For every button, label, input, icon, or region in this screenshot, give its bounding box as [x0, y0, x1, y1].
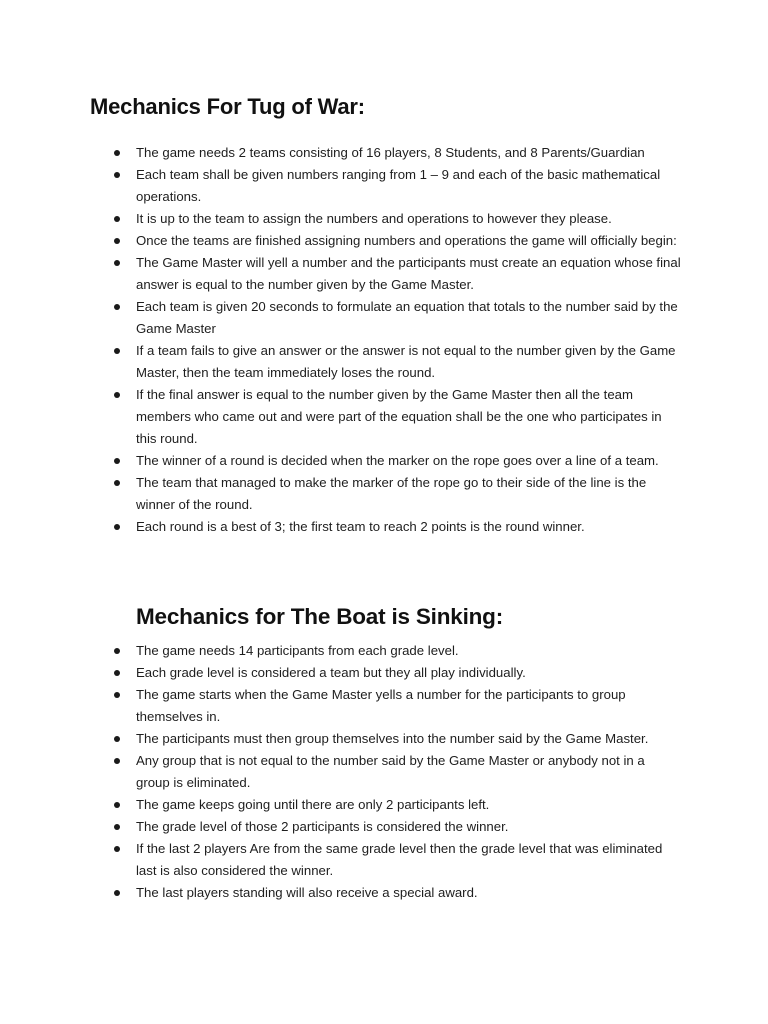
list-item-text: Each team is given 20 seconds to formulate an equation that totals to the number said by the Game Master — [136, 299, 678, 336]
bullet-icon — [114, 802, 120, 808]
list-item-text: It is up to the team to assign the numbers and operations to however they please. — [136, 211, 612, 226]
list-item-text: The game needs 14 participants from each grade level. — [136, 643, 459, 658]
list-item-text: Once the teams are finished assigning numbers and operations the game will officially begin: — [136, 233, 677, 248]
list-item — [112, 164, 682, 208]
list-item-text: Each team shall be given numbers ranging from 1 – 9 and each of the basic mathematical operations. — [136, 167, 661, 204]
list-item-text: If a team fails to give an answer or the answer is not equal to the number given by the Game Master, then the team immediately loses the round. — [136, 343, 676, 380]
list-item-text: Each grade level is considered a team but they all play individually. — [136, 665, 526, 680]
section-title-boat-is-sinking: Mechanics for The Boat is Sinking: — [136, 604, 504, 629]
bullet-icon — [114, 172, 120, 178]
bullet-icon — [114, 260, 120, 266]
list-item-text: The grade level of those 2 participants is considered the winner. — [136, 819, 509, 834]
list-item — [112, 384, 682, 450]
list-item-text: The last players standing will also receive a special award. — [136, 885, 478, 900]
list-item-text: The game needs 2 teams consisting of 16 players, 8 Students, and 8 Parents/Guardian — [136, 145, 645, 160]
list-item-text: Any group that is not equal to the number said by the Game Master or anybody not in a group is eliminated. — [136, 753, 645, 790]
list-item — [112, 450, 682, 472]
bullet-icon — [114, 238, 120, 244]
bullet-icon — [114, 692, 120, 698]
list-item-text: The game keeps going until there are only 2 participants left. — [136, 797, 490, 812]
list-item — [112, 662, 682, 684]
bullet-icon — [114, 392, 120, 398]
list-item — [112, 208, 682, 230]
list-item — [112, 728, 682, 750]
bullet-icon — [114, 670, 120, 676]
list-item — [112, 838, 682, 882]
list-item-text: The game starts when the Game Master yells a number for the participants to group themselves in. — [136, 687, 626, 724]
list-item — [112, 882, 682, 904]
bullet-icon — [114, 304, 120, 310]
bullet-icon — [114, 348, 120, 354]
bullet-icon — [114, 458, 120, 464]
bullet-icon — [114, 824, 120, 830]
list-item — [112, 640, 682, 662]
bullet-icon — [114, 524, 120, 530]
bullet-icon — [114, 150, 120, 156]
list-item — [112, 252, 682, 296]
list-item-text: The Game Master will yell a number and the participants must create an equation whose final answer is equal to the number given by the Game Master. — [136, 255, 681, 292]
list-item — [112, 794, 682, 816]
list-item-text: The team that managed to make the marker of the rope go to their side of the line is the winner of the round. — [136, 475, 647, 512]
boat-is-sinking-rules-list — [112, 640, 682, 904]
bullet-icon — [114, 758, 120, 764]
list-item-text: The participants must then group themselves into the number said by the Game Master. — [136, 731, 649, 746]
list-item-text: If the last 2 players Are from the same grade level then the grade level that was eliminated last is also considered the winner. — [136, 841, 663, 878]
list-item-text: If the final answer is equal to the number given by the Game Master then all the team members who came out and were part of the equation shall be the one who participates in this round. — [136, 387, 662, 446]
bullet-icon — [114, 480, 120, 486]
list-item-text: Each round is a best of 3; the first team to reach 2 points is the round winner. — [136, 519, 585, 534]
bullet-icon — [114, 846, 120, 852]
list-item — [112, 516, 682, 538]
section-title-tug-of-war: Mechanics For Tug of War: — [90, 94, 365, 119]
tug-of-war-rules-list — [112, 142, 682, 538]
list-item — [112, 296, 682, 340]
list-item — [112, 472, 682, 516]
list-item — [112, 816, 682, 838]
list-item — [112, 750, 682, 794]
list-item — [112, 230, 682, 252]
bullet-icon — [114, 736, 120, 742]
list-item — [112, 340, 682, 384]
bullet-icon — [114, 890, 120, 896]
list-item — [112, 142, 682, 164]
list-item — [112, 684, 682, 728]
bullet-icon — [114, 648, 120, 654]
list-item-text: The winner of a round is decided when the marker on the rope goes over a line of a team. — [136, 453, 659, 468]
bullet-icon — [114, 216, 120, 222]
